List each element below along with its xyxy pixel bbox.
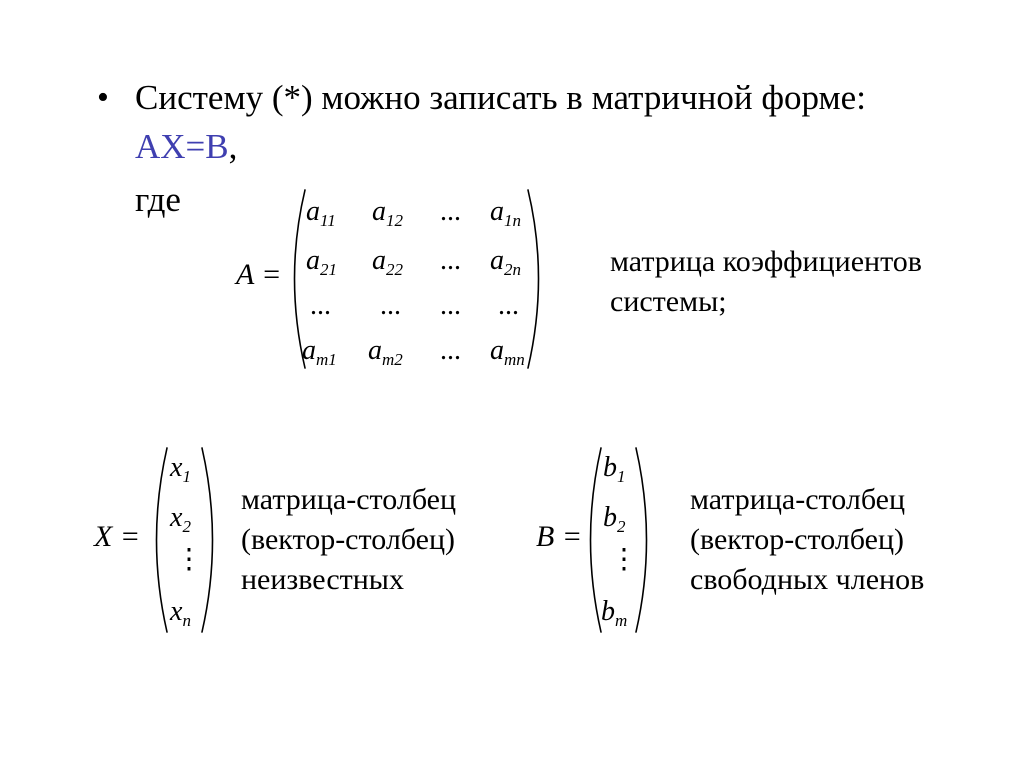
equation-axb: AX=B [135, 127, 229, 166]
matrix-a-cell: $a_{2n}$ [490, 245, 521, 279]
matrix-a-cell: $a_{21}$ [306, 245, 337, 279]
vector-b-description-line1: матрица-столбец [690, 483, 906, 516]
matrix-a-cell: $a_{12}$ [372, 196, 403, 230]
matrix-a-description-line1: матрица коэффициентов [610, 245, 922, 278]
matrix-a-right-bracket [528, 190, 539, 368]
vector-b-entry: $b_2$ [603, 502, 626, 536]
vector-b-entry: ⋮ [610, 544, 638, 575]
vector-b-entry: $b_m$ [601, 596, 628, 630]
vector-x-description-line2: (вектор-столбец) [241, 523, 456, 556]
intro-text: Систему (*) можно записать в матричной форме: [135, 78, 866, 117]
vector-b-left-bracket [591, 448, 602, 632]
matrix-a-cell: $a_{22}$ [372, 245, 403, 279]
vector-x-entry: $x_n$ [170, 596, 191, 630]
vector-x-entry: $x_1$ [170, 452, 191, 486]
vector-x-label: X = [94, 520, 141, 553]
vector-b-description-line3: свободных членов [690, 563, 925, 596]
matrix-a-description-line2: системы; [610, 285, 727, 318]
vector-b-entry: $b_1$ [603, 452, 626, 486]
matrix-a-cell: ... [440, 245, 461, 276]
matrix-a-cell: ... [440, 290, 461, 321]
vector-x-right-bracket [202, 448, 213, 632]
matrix-a-label: A = [236, 258, 282, 291]
vector-b-right-bracket [636, 448, 647, 632]
vector-b-description-line2: (вектор-столбец) [690, 523, 905, 556]
matrix-a-cell: $a_{11}$ [306, 196, 336, 230]
vector-x-description-line1: матрица-столбец [241, 483, 457, 516]
vector-x-entry: ⋮ [175, 544, 203, 575]
matrix-a-cell: $a_{m1}$ [302, 335, 337, 369]
where-word: где [135, 180, 181, 219]
equation-comma: , [228, 127, 238, 166]
vector-x-left-bracket [157, 448, 168, 632]
matrix-a-cell: $a_{m2}$ [368, 335, 403, 369]
matrix-a-cell: $a_{1n}$ [490, 196, 521, 230]
matrix-a-cell: ... [310, 290, 331, 321]
matrix-a-cell: $a_{mn}$ [490, 335, 525, 369]
matrix-a-cell: ... [380, 290, 401, 321]
bullet-marker: • [97, 79, 109, 116]
matrix-a-cell: ... [440, 196, 461, 227]
matrix-a-cell: ... [498, 290, 519, 321]
vector-x-entry: $x_2$ [170, 502, 191, 536]
vector-b-label: B = [536, 520, 583, 553]
matrix-a-cell: ... [440, 335, 461, 366]
vector-x-description-line3: неизвестных [241, 563, 404, 596]
